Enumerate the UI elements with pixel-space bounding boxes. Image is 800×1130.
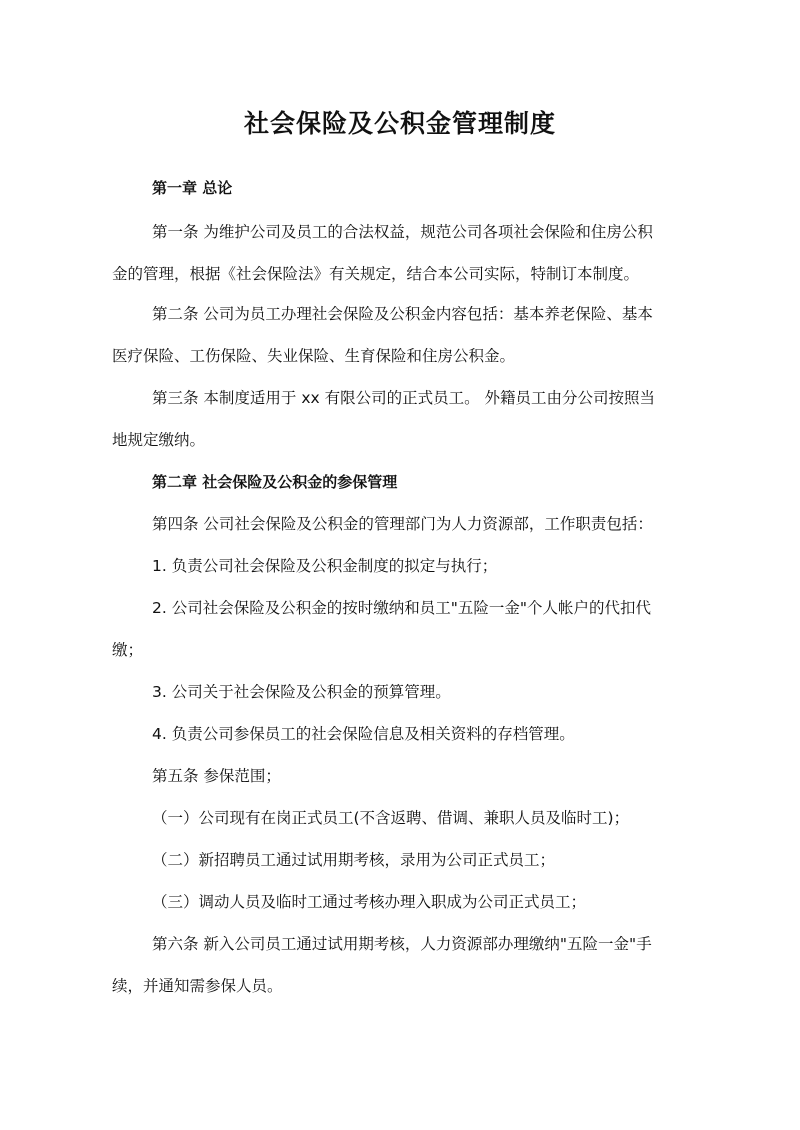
article-4-item-2-line-2: 缴； bbox=[112, 641, 144, 659]
article-6-line-2: 续，并通知需参保人员。 bbox=[112, 977, 283, 995]
article-5-item-1: （一）公司现有在岗正式员工(不含返聘、借调、兼职人员及临时工)； bbox=[152, 809, 630, 827]
article-4-item-1: 1. 负责公司社会保险及公积金制度的拟定与执行； bbox=[152, 557, 498, 575]
article-3-line-2: 地规定缴纳。 bbox=[112, 431, 206, 449]
article-6-line-1: 第六条 新入公司员工通过试用期考核，人力资源部办理缴纳"五险一金"手 bbox=[152, 935, 652, 953]
article-4-item-2-line-1: 2. 公司社会保险及公积金的按时缴纳和员工"五险一金"个人帐户的代扣代 bbox=[152, 599, 651, 617]
chapter-1-heading: 第一章 总论 bbox=[152, 179, 233, 197]
article-2-line-2: 医疗保险、工伤保险、失业保险、生育保险和住房公积金。 bbox=[112, 347, 516, 365]
article-1-line-2: 金的管理，根据《社会保险法》有关规定，结合本公司实际，特制订本制度。 bbox=[112, 265, 640, 283]
chapter-2-heading: 第二章 社会保险及公积金的参保管理 bbox=[152, 473, 398, 491]
article-5-item-2: （二）新招聘员工通过试用期考核，录用为公司正式员工； bbox=[152, 851, 556, 869]
article-1-line-1: 第一条 为维护公司及员工的合法权益，规范公司各项社会保险和住房公积 bbox=[152, 223, 653, 241]
article-3-line-1: 第三条 本制度适用于 xx 有限公司的正式员工。 外籍员工由分公司按照当 bbox=[152, 389, 656, 407]
article-5-item-3: （三）调动人员及临时工通过考核办理入职成为公司正式员工； bbox=[152, 893, 587, 911]
article-2-line-1: 第二条 公司为员工办理社会保险及公积金内容包括：基本养老保险、基本 bbox=[152, 305, 653, 323]
document-title: 社会保险及公积金管理制度 bbox=[243, 109, 556, 138]
article-5-intro: 第五条 参保范围； bbox=[152, 767, 281, 785]
article-4-item-4: 4. 负责公司参保员工的社会保险信息及相关资料的存档管理。 bbox=[152, 725, 575, 743]
article-4-intro: 第四条 公司社会保险及公积金的管理部门为人力资源部，工作职责包括： bbox=[152, 515, 653, 533]
article-4-item-3: 3. 公司关于社会保险及公积金的预算管理。 bbox=[152, 683, 451, 701]
